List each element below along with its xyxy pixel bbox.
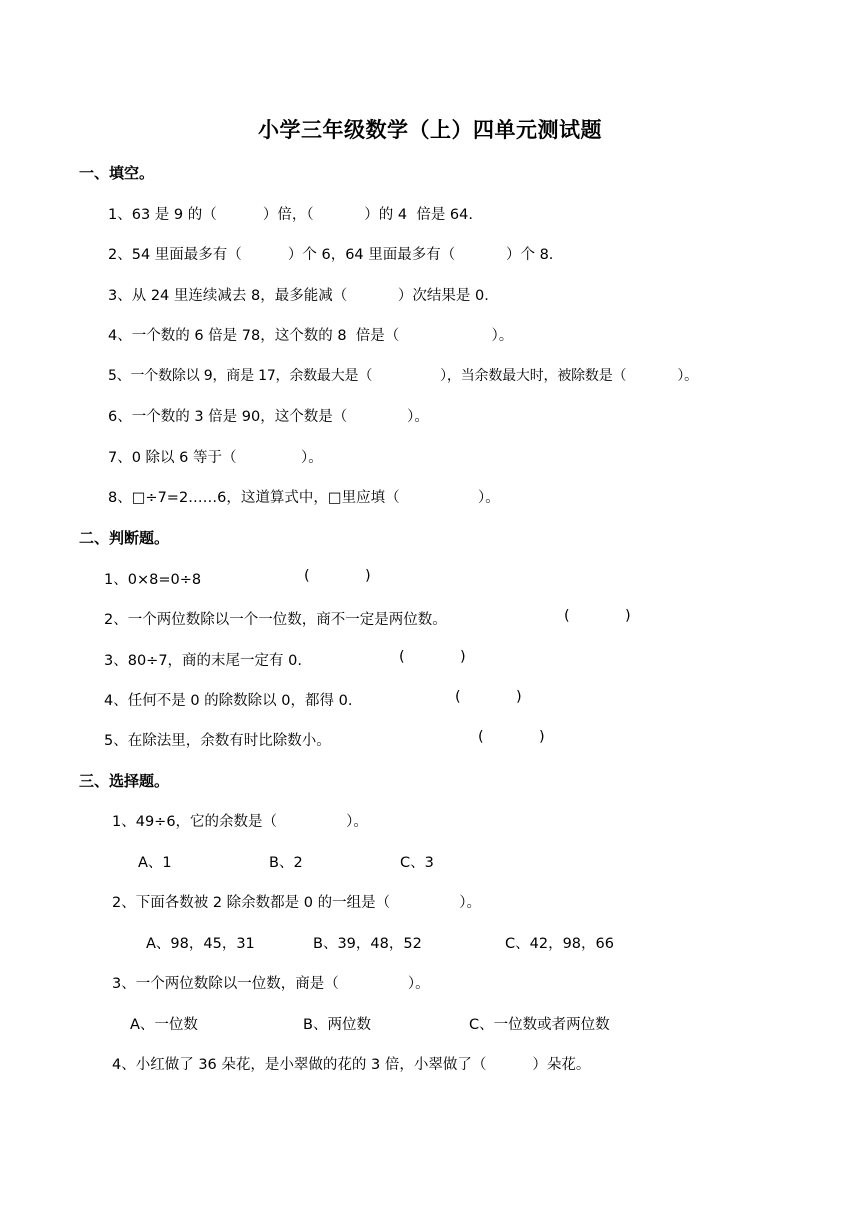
fill-blank-item: 1、63 是 9 的（ ）倍，（ ）的 4 倍是 64.: [108, 207, 473, 223]
fill-blank-item: 4、一个数的 6 倍是 78，这个数的 8 倍是（ ）。: [108, 328, 514, 344]
true-false-item: 2、一个两位数除以一个一位数，商不一定是两位数。: [104, 612, 447, 628]
choice-question: 4、小红做了 36 朵花，是小翠做的花的 3 倍，小翠做了（ ）朵花。: [112, 1057, 591, 1073]
true-false-item: 1、0×8=0÷8: [104, 572, 202, 588]
true-false-item: 5、在除法里，余数有时比除数小。: [104, 733, 331, 749]
answer-paren: ( ): [478, 729, 545, 745]
choice-question: 2、下面各数被 2 除余数都是 0 的一组是（ ）。: [112, 895, 481, 911]
choice-option-a: A、一位数: [130, 1017, 198, 1033]
page-title: 小学三年级数学（上）四单元测试题: [258, 118, 602, 142]
choice-option-b: B、2: [269, 855, 303, 871]
choice-option-c: C、42，98，66: [505, 936, 614, 952]
answer-paren: ( ): [564, 608, 631, 624]
choice-question: 1、49÷6，它的余数是（ ）。: [112, 814, 368, 830]
true-false-item: 3、80÷7，商的末尾一定有 0.: [104, 653, 302, 669]
section-heading-multiple-choice: 三、选择题。: [79, 772, 170, 790]
answer-paren: ( ): [399, 649, 466, 665]
choice-option-a: A、98，45，31: [146, 936, 255, 952]
choice-option-a: A、1: [138, 855, 172, 871]
fill-blank-item: 8、□÷7=2……6，这道算式中，□里应填（ ）。: [108, 490, 500, 506]
choice-option-c: C、一位数或者两位数: [469, 1017, 610, 1033]
fill-blank-item: 2、54 里面最多有（ ）个 6，64 里面最多有（ ）个 8.: [108, 247, 554, 263]
choice-option-b: B、39，48，52: [313, 936, 422, 952]
fill-blank-item: 3、从 24 里连续减去 8，最多能减（ ）次结果是 0.: [108, 288, 489, 304]
choice-question: 3、一个两位数除以一位数，商是（ ）。: [112, 976, 430, 992]
section-heading-fill-blank: 一、填空。: [79, 164, 155, 182]
fill-blank-item: 6、一个数的 3 倍是 90，这个数是（ ）。: [108, 409, 429, 425]
fill-blank-item: 7、0 除以 6 等于（ ）。: [108, 450, 323, 466]
section-heading-true-false: 二、判断题。: [79, 529, 170, 547]
answer-paren: ( ): [304, 568, 371, 584]
answer-paren: ( ): [455, 689, 522, 705]
true-false-item: 4、任何不是 0 的除数除以 0，都得 0.: [104, 693, 353, 709]
fill-blank-item: 5、一个数除以 9，商是 17，余数最大是（ ），当余数最大时，被除数是（ ）。: [108, 368, 698, 384]
choice-option-c: C、3: [400, 855, 434, 871]
choice-option-b: B、两位数: [303, 1017, 371, 1033]
